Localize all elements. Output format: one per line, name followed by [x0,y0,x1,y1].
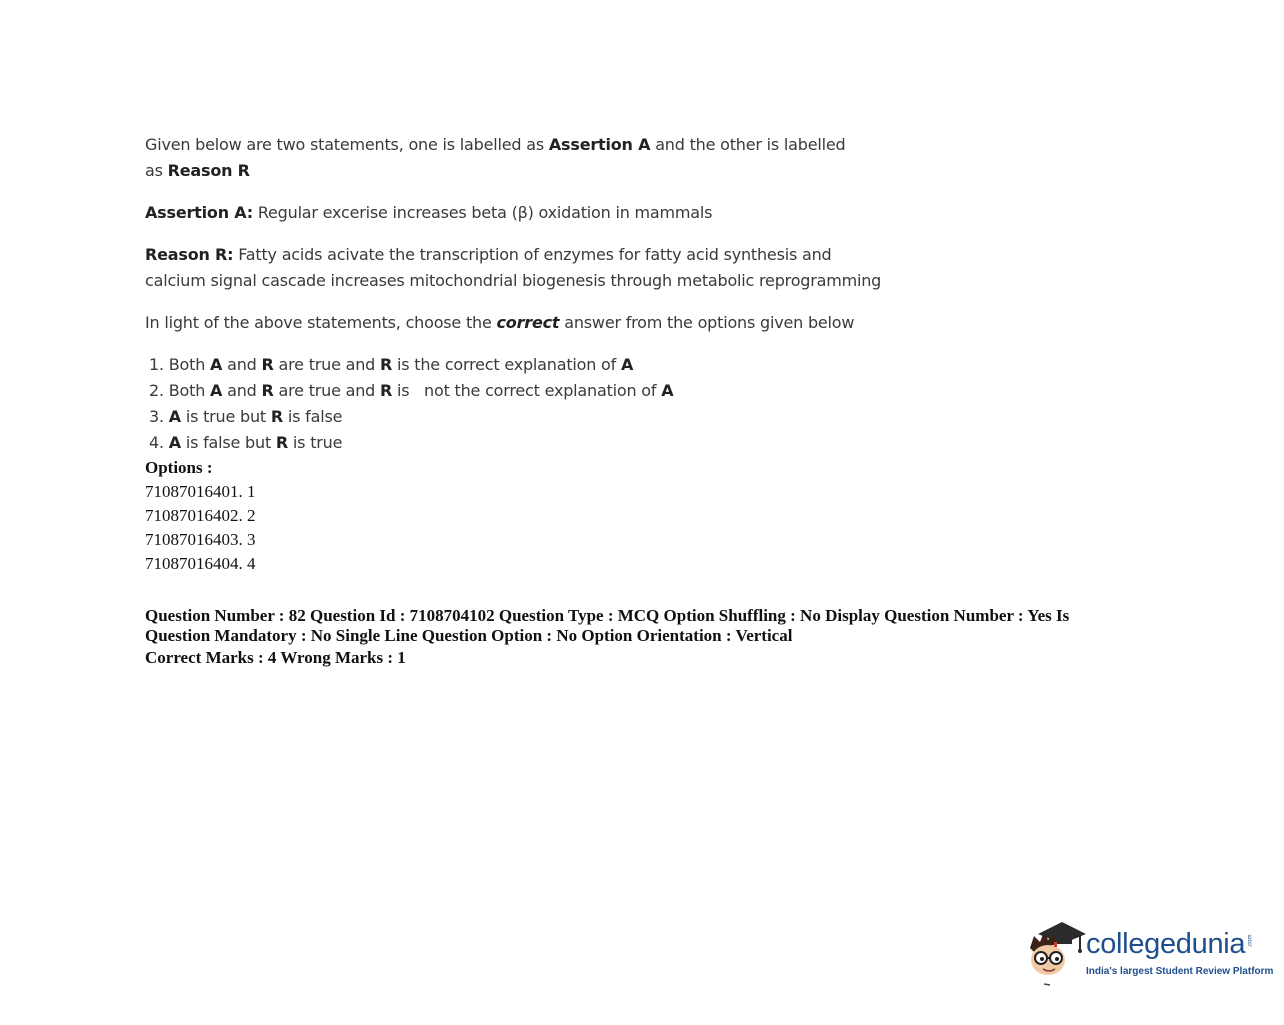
instruction-text-end: answer from the options given below [559,313,855,332]
intro-assertion-label: Assertion A [548,135,651,154]
option-item: 71087016402. 2 [145,506,256,525]
option-item: 71087016401. 1 [145,482,256,501]
answer-choice-4: 4. A is false but R is true [149,433,343,452]
question-marks: Correct Marks : 4 Wrong Marks : 1 [145,648,406,667]
answer-choices [145,352,1135,456]
options-title: Options : [145,458,213,477]
logo-tagline: India's largest Student Review Platform [1086,966,1274,977]
assertion-label: Assertion A: [145,203,253,222]
instruction-text: In light of the above statements, choose the [145,313,497,332]
instruction [145,310,1135,336]
reason-label: Reason R: [145,245,234,264]
reason-text: Fatty acids acivate the transcription of enzymes for fatty acid synthesis and calcium signal cascade increases mitochondrial biogenesis through metabolic reprogramming [145,245,882,290]
assertion-text: Regular excerise increases beta (β) oxidation in mammals [252,203,713,222]
answer-choice-2: 2. Both A and R are true and R is not the correct explanation of A [149,381,674,400]
logo-wordmark: collegedunia [1086,928,1246,960]
logo-suffix: .com [1247,934,1254,948]
assertion-statement [145,200,1135,226]
intro-text-mid: and the other is labelled as [145,135,846,180]
reason-statement [145,242,885,294]
question-intro [145,132,865,184]
instruction-emphasis: correct [496,313,560,332]
option-item: 71087016403. 3 [145,530,256,549]
mascot-icon [1024,918,1086,988]
intro-text: Given below are two statements, one is labelled as [145,135,549,154]
answer-choice-3: 3. A is true but R is false [149,407,343,426]
option-item: 71087016404. 4 [145,554,256,573]
intro-reason-label: Reason R [167,161,250,180]
question-metadata: Question Number : 82 Question Id : 7108704102 Question Type : MCQ Option Shuffling : No Display Question Number : Yes Is Question Mandatory : No Single Line Question Option : No Option Orientation : Vertical [145,606,1070,645]
collegedunia-logo [1024,918,1274,988]
question-content [145,132,1135,670]
answer-choice-1: 1. Both A and R are true and R is the correct explanation of A [149,355,634,374]
